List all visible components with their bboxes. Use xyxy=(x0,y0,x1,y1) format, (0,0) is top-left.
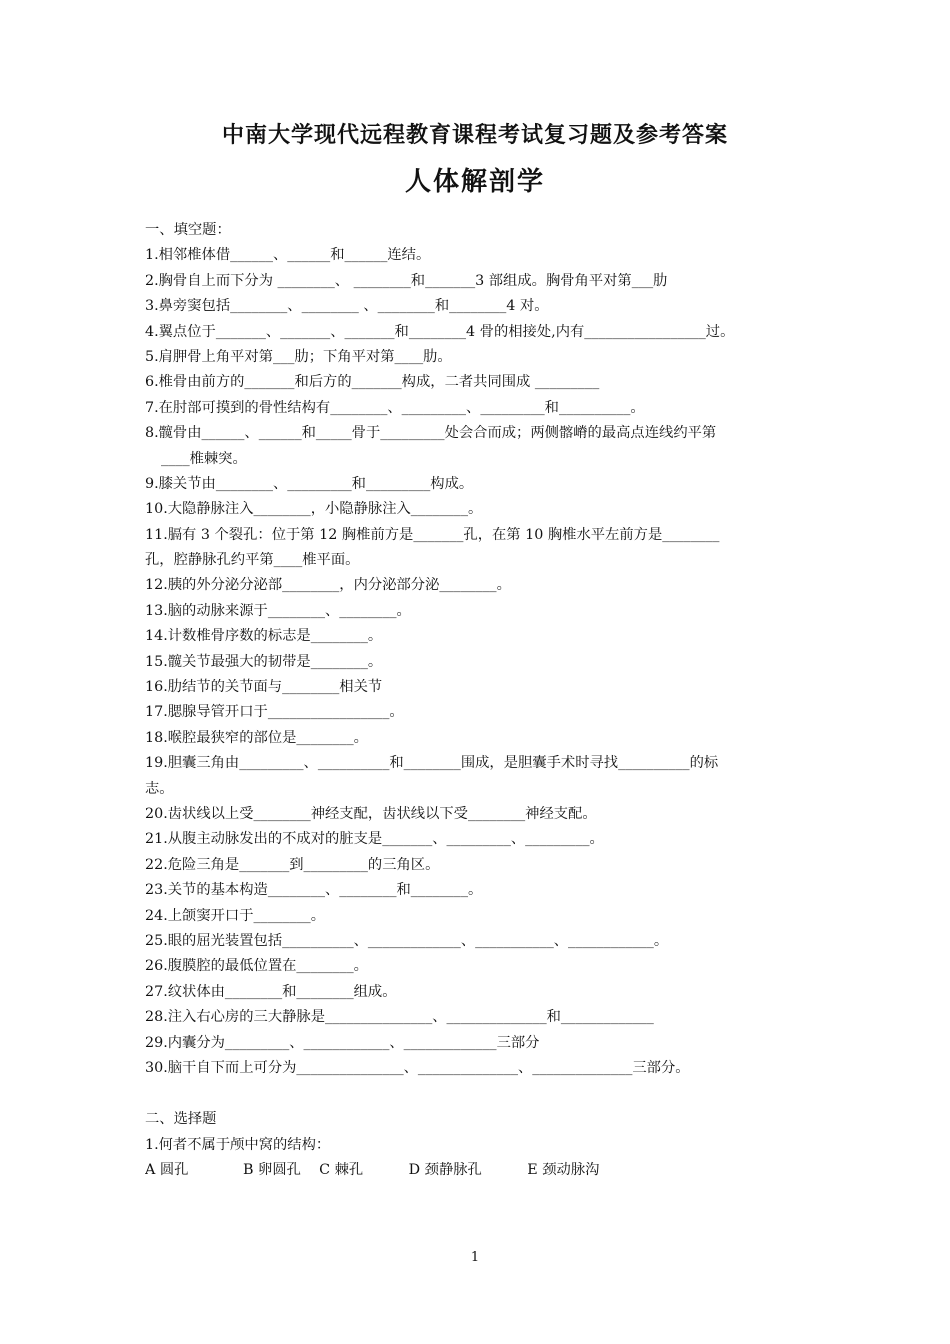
question-line: 12.胰的外分泌分泌部________，内分泌部分泌________。 xyxy=(145,577,511,594)
question-line-continued: 孔，腔静脉孔约平第____椎平面。 xyxy=(145,552,360,569)
question-line: 14.计数椎骨序数的标志是________。 xyxy=(145,628,383,645)
question-line: 8.髋骨由______、______和_____骨于_________处会合而成；两侧髂嵴的最高点连线约平第 xyxy=(145,425,717,442)
question-line: 19.胆囊三角由_________、__________和________围成，是胆囊手术时寻找__________的标 xyxy=(145,755,719,772)
question-line: 13.脑的动脉来源于________、________。 xyxy=(145,602,411,619)
section-heading-fill-in: 一、填空题： xyxy=(145,222,231,238)
question-line: 26.腹膜腔的最低位置在________。 xyxy=(145,958,368,975)
question-line: 2.胸骨自上而下分为 ________、 ________和_______3 部组成。胸骨角平对第___肋 xyxy=(145,272,668,289)
question-line: 17.腮腺导管开口于_________________。 xyxy=(145,704,404,721)
choice-question: 1.何者不属于颅中窝的结构： xyxy=(145,1136,331,1153)
document-subtitle: 人体解剖学 xyxy=(404,167,545,197)
question-line: 11.膈有 3 个裂孔：位于第 12 胸椎前方是_______孔，在第 10 胸椎水平左前方是________ xyxy=(145,526,720,543)
question-line: 15.髋关节最强大的韧带是________。 xyxy=(145,653,383,670)
choice-options: A 圆孔 B 卵圆孔 C 棘孔 D 颈静脉孔 E 颈动脉沟 xyxy=(145,1162,600,1179)
section-heading-choice: 二、选择题 xyxy=(145,1111,217,1128)
section-spacer xyxy=(145,1081,810,1107)
question-line: 23.关节的基本构造________、________和________。 xyxy=(145,882,483,899)
document-title: 中南大学现代远程教育课程考试复习题及参考答案 xyxy=(221,123,728,148)
question-line: 18.喉腔最狭窄的部位是________。 xyxy=(145,729,368,746)
question-line: 29.内囊分为_________、____________、_____________三部分 xyxy=(145,1034,540,1051)
question-line-continued: ____椎棘突。 xyxy=(161,450,247,467)
question-line: 30.脑干自下而上可分为_______________、______________、______________三部分。 xyxy=(145,1059,690,1076)
page-number: 1 xyxy=(470,1250,480,1265)
question-line: 6.椎骨由前方的_______和后方的_______构成，二者共同围成 _________ xyxy=(145,374,600,391)
question-line: 10.大隐静脉注入________，小隐静脉注入________。 xyxy=(145,501,483,518)
question-line: 5.肩胛骨上角平对第___肋；下角平对第____肋。 xyxy=(145,348,452,365)
question-line: 1.相邻椎体借______、______和______连结。 xyxy=(145,247,431,264)
question-line: 25.眼的屈光装置包括__________、_____________、___________、____________。 xyxy=(145,932,669,949)
question-line: 9.膝关节由________、_________和_________构成。 xyxy=(145,475,474,492)
question-line: 28.注入右心房的三大静脉是_______________、______________和_____________ xyxy=(145,1009,654,1026)
question-line: 4.翼点位于_______、_______、_______和________4 骨的相接处,内有_________________过。 xyxy=(145,323,735,340)
question-line: 21.从腹主动脉发出的不成对的脏支是_______、_________、_________。 xyxy=(145,831,604,848)
question-line: 24.上颌窦开口于________。 xyxy=(145,907,326,924)
question-line: 7.在肘部可摸到的骨性结构有________、_________、_________和__________。 xyxy=(145,399,645,416)
question-line-continued: 志。 xyxy=(145,780,174,797)
document-body xyxy=(145,218,810,1183)
question-line: 22.危险三角是_______到_________的三角区。 xyxy=(145,856,440,873)
question-line: 27.纹状体由________和________组成。 xyxy=(145,983,397,1000)
question-line: 20.齿状线以上受________神经支配，齿状线以下受________神经支配。 xyxy=(145,805,597,822)
question-line: 16.肋结节的关节面与________相关节 xyxy=(145,679,383,696)
question-line: 3.鼻旁窦包括________、________ 、________和________4 对。 xyxy=(145,298,549,315)
